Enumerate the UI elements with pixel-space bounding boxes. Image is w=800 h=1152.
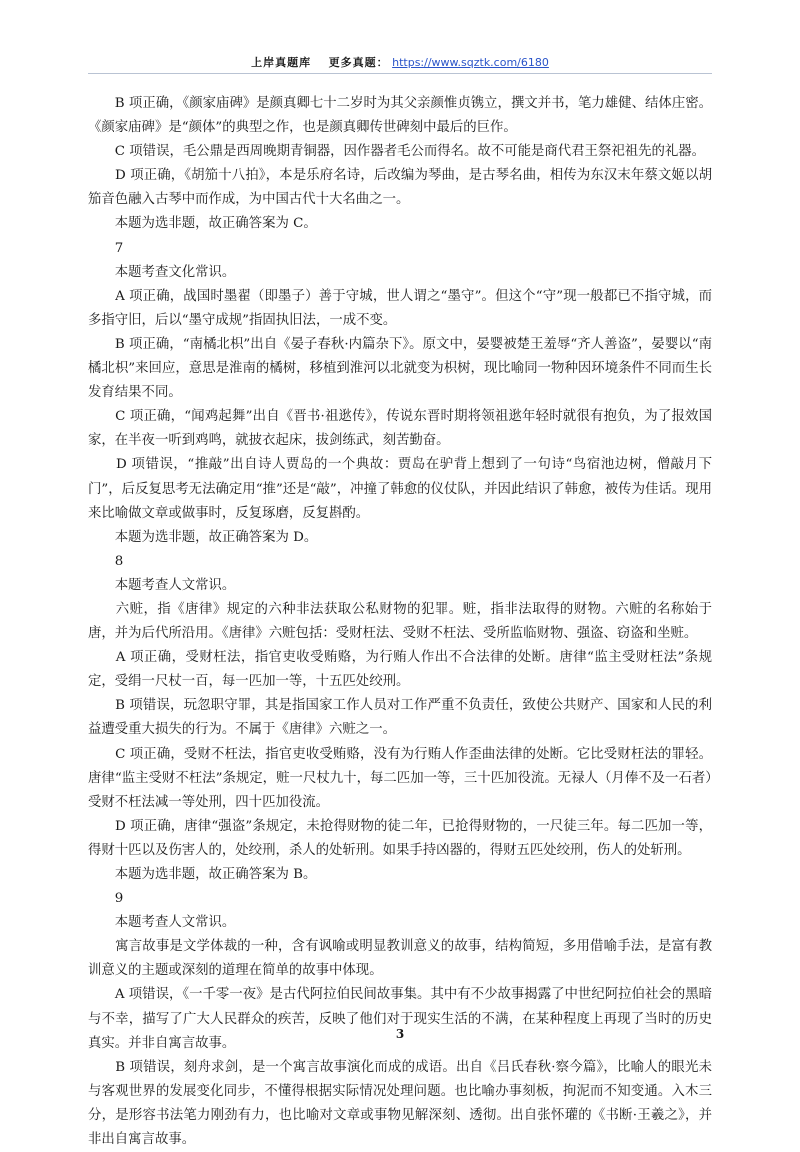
- paragraph: C 项正确，“闻鸡起舞”出自《晋书·祖逖传》，传说东晋时期将领祖逖年轻时就很有抱负，为了报效国家，在半夜一听到鸡鸣，就披衣起床，拔剑练武，刻苦勤奋。: [88, 409, 712, 449]
- paragraph: 本题为选非题，故正确答案为 B。: [88, 867, 317, 882]
- paragraph: 寓言故事是文学体裁的一种，含有讽喻或明显教训意义的故事，结构简短，多用借喻手法，是富有教训意义的主题或深刻的道理在简单的故事中体现。: [88, 939, 712, 979]
- brand-label: 上岸真题库: [251, 56, 312, 69]
- question-number: 7: [88, 240, 124, 256]
- paragraph: B 项正确，《颜家庙碑》是颜真卿七十二岁时为其父亲颜惟贞镌立，撰文并书，笔力雄健、结体庄密。《颜家庙碑》是“颜体”的典型之作，也是颜真卿传世碑刻中最后的巨作。: [88, 96, 712, 136]
- paragraph: 六赃，指《唐律》规定的六种非法获取公私财物的犯罪。赃，指非法取得的财物。六赃的名称始于唐，并为后代所沿用。《唐律》六赃包括：受财枉法、受财不枉法、受所监临财物、强盗、窃盗和坐赃。: [88, 601, 712, 642]
- document-body: [88, 92, 712, 1152]
- page-number: 3: [395, 1027, 405, 1041]
- paragraph: C 项正确，受财不枉法，指官吏收受贿赂，没有为行贿人作歪曲法律的处断。它比受财枉法的罪轻。唐律“监主受财不枉法”条规定，赃一尺杖九十，每二匹加一等，三十匹加役流。无禄人（月俸不及一石者）受财不枉法减一等处刑，四十匹加役流。: [88, 746, 712, 810]
- paragraph: 本题为选非题，故正确答案为 C。: [88, 216, 317, 232]
- paragraph: 本题考查人文常识。: [88, 915, 236, 931]
- paragraph: 本题考查文化常识。: [88, 264, 236, 280]
- question-number: 8: [88, 553, 124, 569]
- header-divider: [88, 73, 712, 74]
- paragraph: C 项错误，毛公鼎是西周晚期青铜器，因作器者毛公而得名。故不可能是商代君王祭祀祖先的礼器。: [88, 144, 706, 160]
- paragraph: A 项正确，战国时墨翟（即墨子）善于守城，世人谓之“墨守”。但这个“守”现一般都已不指守城，而多指守旧，后以“墨守成规”指固执旧法，一成不变。: [88, 288, 712, 328]
- paragraph: 本题考查人文常识。: [88, 577, 236, 593]
- paragraph: A 项正确，受财枉法，指官吏收受贿赂，为行贿人作出不合法律的处断。唐律“监主受财枉法”条规定，受绢一尺杖一百，每一匹加一等，十五匹处绞刑。: [88, 650, 712, 690]
- paragraph: A 项错误，《一千零一夜》是古代阿拉伯民间故事集。其中有不少故事揭露了中世纪阿拉伯社会的黑暗与不幸，描写了广大人民群众的疾苦，反映了他们对于现实生活的不满，在某种程度上再现了当时的历史真实。并非自寓言故事。: [88, 987, 712, 1051]
- source-link[interactable]: https://www.sqztk.com/6180: [392, 56, 549, 69]
- page-header: [0, 54, 800, 70]
- paragraph: 本题为选非题，故正确答案为 D。: [88, 529, 318, 545]
- more-label: 更多真题：: [328, 56, 389, 69]
- paragraph: B 项错误，刻舟求剑，是一个寓言故事演化而成的成语。出自《吕氏春秋·察今篇》，比喻人的眼光未与客观世界的发展变化同步，不懂得根据实际情况处理问题。也比喻办事刻板，拘泥而不知变通。入木三分，是形容书法笔力刚劲有力，也比喻对文章或事物见解深刻、透彻。出自张怀瓘的《书断·王羲之》，并非出自寓言故事。: [88, 1059, 712, 1148]
- paragraph: D 项错误，“推敲”出自诗人贾岛的一个典故：贾岛在驴背上想到了一句诗“鸟宿池边树，僧敲月下门”，后反复思考无法确定用“推”还是“敲”，冲撞了韩愈的仪仗队，并因此结识了韩愈，被传为佳话。现用来比喻做文章或做事时，反复琢磨，反复斟酌。: [88, 457, 712, 521]
- paragraph: B 项正确，“南橘北枳”出自《晏子春秋·内篇杂下》。原文中，晏婴被楚王羞辱“齐人善盗”，晏婴以“南橘北枳”来回应，意思是淮南的橘树，移植到淮河以北就变为枳树，现比喻同一物种因环境条件不同而生长发育结果不同。: [88, 336, 712, 401]
- paragraph: D 项正确，《胡笳十八拍》，本是乐府名诗，后改编为琴曲，是古琴名曲，相传为东汉末年蔡文姬以胡笳音色融入古琴中而作成，为中国古代十大名曲之一。: [88, 168, 712, 208]
- question-number: 9: [88, 891, 124, 907]
- paragraph: B 项错误，玩忽职守罪，其是指国家工作人员对工作严重不负责任，致使公共财产、国家和人民的利益遭受重大损失的行为。不属于《唐律》六赃之一。: [88, 698, 712, 738]
- paragraph: D 项正确，唐律“强盗”条规定，未抢得财物的徒二年，已抢得财物的，一尺徒三年。每二匹加一等，得财十匹以及伤害人的，处绞刑，杀人的处斩刑。如果手持凶器的，得财五匹处绞刑，伤人的处斩刑。: [88, 818, 712, 858]
